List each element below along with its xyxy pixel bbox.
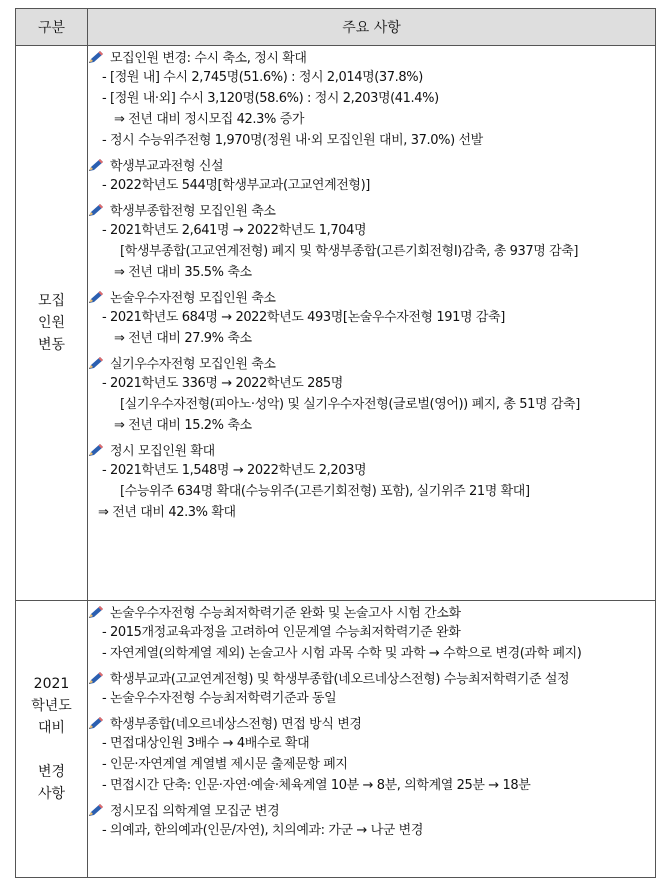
section [88,439,655,523]
content-cell [88,46,656,601]
section [88,46,655,151]
pencil-icon [88,605,104,619]
detail-line: - 2022학년도 544명[학생부교과(고교연계전형)] [102,178,370,193]
detail-line: - 자연계열(의학계열 제외) 논술고사 시험 과목 수학 및 과학 → 수학으로 변경(과학 폐지) [102,646,582,661]
section-heading [88,439,655,460]
section-title: 학생부교과(고교연계전형) 및 학생부종합(네오르네상스전형) 수능최저학력기준 설정 [110,672,570,687]
detail-line: - 논술우수자전형 수능최저학력기준과 동일 [102,691,337,706]
section [88,667,655,709]
category-cell [16,46,88,601]
pencil-icon [88,203,104,217]
pencil-icon [88,803,104,817]
category-cell [16,601,88,878]
detail-line: ⇒ 전년 대비 35.5% 축소 [114,265,252,280]
section-title: 논술우수자전형 모집인원 축소 [110,291,276,306]
detail-line: - 2021학년도 684명 → 2022학년도 493명[논술우수자전형 191명 감축] [102,310,505,325]
category-line: 인원 [37,315,66,331]
category-line: 변동 [37,337,66,353]
section-title: 정시 모집인원 확대 [110,444,215,459]
header-category: 구분 [16,9,88,46]
section [88,712,655,796]
detail-line: - 정시 수능위주전형 1,970명(정원 내·외 모집인원 대비, 37.0%) 선발 [102,133,483,148]
section-heading [88,286,655,307]
detail-line: - [정원 내·외] 수시 3,120명(58.6%) : 정시 2,203명(41.4%) [102,91,439,106]
category-line: 사항 [37,786,66,802]
section-title: 논술우수자전형 수능최저학력기준 완화 및 논술고사 시험 간소화 [110,606,461,621]
category-line: 대비 [37,720,66,736]
section-heading [88,199,655,220]
pencil-icon [88,158,104,172]
detail-line: [수능위주 634명 확대(수능위주(고른기회전형) 포함), 실기위주 21명 확대] [120,484,530,499]
header-main-items: 주요 사항 [88,9,656,46]
section [88,601,655,664]
section-title: 학생부종합(네오르네상스전형) 면접 방식 변경 [110,717,362,732]
section-heading [88,712,655,733]
detail-line: - 인문·자연계열 계열별 제시문 출제문항 폐지 [102,757,348,772]
section-title: 실기우수자전형 모집인원 축소 [110,357,276,372]
detail-line: - 면접대상인원 3배수 → 4배수로 확대 [102,736,310,751]
detail-line: - 2021학년도 1,548명 → 2022학년도 2,203명 [102,463,367,478]
pencil-icon [88,290,104,304]
detail-line: - 의예과, 한의예과(인문/자연), 치의예과: 가군 → 나군 변경 [102,823,423,838]
pencil-icon [88,671,104,685]
detail-line: - 2021학년도 2,641명 → 2022학년도 1,704명 [102,223,367,238]
category-spacer [16,739,87,761]
pencil-icon [88,50,104,64]
section [88,799,655,841]
section-heading [88,601,655,622]
table-header-row [16,9,656,46]
detail-line: - 면접시간 단축: 인문·자연·예술·체육계열 10분 → 8분, 의학계열 25분 → 18분 [102,778,531,793]
category-line: 변경 [37,764,66,780]
pencil-icon [88,356,104,370]
section [88,352,655,436]
section [88,199,655,283]
content-cell [88,601,656,878]
section [88,286,655,349]
section-heading [88,667,655,688]
detail-line: ⇒ 전년 대비 정시모집 42.3% 증가 [114,112,305,127]
section-heading [88,46,655,67]
detail-line: ⇒ 전년 대비 27.9% 축소 [114,331,252,346]
section-title: 학생부교과전형 신설 [110,159,224,174]
detail-line: ⇒ 전년 대비 15.2% 축소 [114,418,252,433]
section-title: 정시모집 의학계열 모집군 변경 [110,804,280,819]
table-row [16,601,656,878]
detail-line: ⇒ 전년 대비 42.3% 확대 [98,505,236,520]
detail-line: [학생부종합(고교연계전형) 폐지 및 학생부종합(고른기회전형Ⅰ)감축, 총 937명 감축] [120,244,579,259]
detail-line: - [정원 내] 수시 2,745명(51.6%) : 정시 2,014명(37.8%) [102,70,423,85]
table-row [16,46,656,601]
section-heading [88,799,655,820]
category-line: 2021 [33,676,70,692]
pencil-icon [88,443,104,457]
detail-line: - 2015개정교육과정을 고려하여 인문계열 수능최저학력기준 완화 [102,625,461,640]
section [88,154,655,196]
category-line: 학년도 [31,698,72,714]
section-title: 학생부종합전형 모집인원 축소 [110,204,276,219]
admission-changes-table [15,8,656,878]
section-heading [88,352,655,373]
pencil-icon [88,716,104,730]
detail-line: [실기우수자전형(피아노·성악) 및 실기우수자전형(글로벌(영어)) 폐지, 총 51명 감축] [120,397,580,412]
section-heading [88,154,655,175]
category-line: 모집 [37,293,66,309]
detail-line: - 2021학년도 336명 → 2022학년도 285명 [102,376,343,391]
section-title: 모집인원 변경: 수시 축소, 정시 확대 [110,51,307,66]
